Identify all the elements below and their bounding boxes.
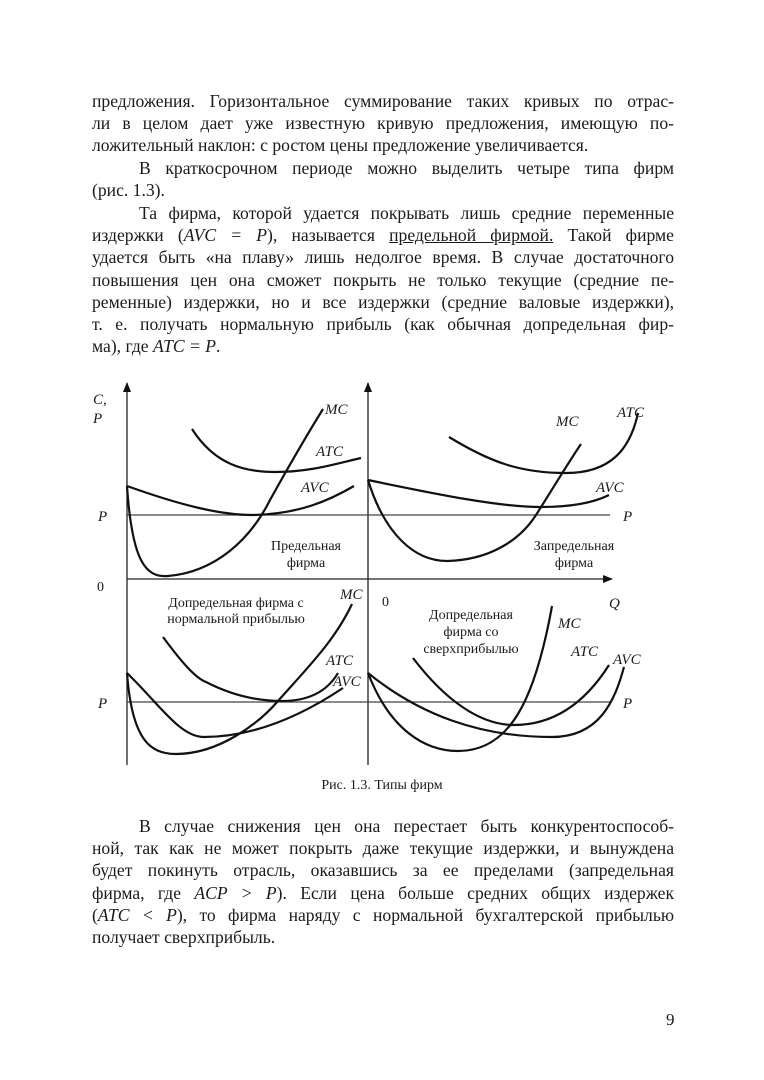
tr-atc-curve — [449, 413, 638, 473]
text-segment: ), называется — [267, 225, 390, 246]
figure-caption: Рис. 1.3. Типы фирм — [321, 778, 443, 793]
text-segment: ложительный наклон: с ростом цены предложение увеличивается. — [92, 135, 589, 156]
text-segment: удается быть «на плаву» лишь недолгое время. В случае достаточного — [92, 247, 674, 268]
formula: AVC = P — [183, 225, 268, 246]
br-title-2: фирма со — [443, 625, 499, 640]
text-line — [92, 837, 674, 859]
tr-mc-label: MC — [556, 414, 579, 430]
tl-atc-label: ATC — [316, 444, 343, 460]
text-line — [92, 926, 674, 948]
tr-atc-label: ATC — [617, 405, 644, 421]
bl-title-1: Допредельная фирма с — [168, 596, 304, 611]
bl-mc-label: MC — [340, 587, 363, 603]
text-segment: В случае снижения цен она перестает быть конкурентоспособ- — [139, 816, 674, 836]
bl-title-2: нормальной прибылью — [167, 612, 305, 627]
text-line — [92, 904, 674, 926]
text-segment: ( — [92, 904, 98, 925]
text-segment: будет покинуть отрасль, оказавшись за ее пределами (запредельная — [92, 860, 674, 881]
text-segment: . — [216, 336, 221, 357]
text-line — [92, 815, 674, 837]
text-segment: фирма, где — [92, 882, 195, 903]
text-segment: т. е. получать нормальную прибыль (как обычная допредельная фир- — [92, 314, 674, 335]
bl-atc-curve — [163, 637, 338, 701]
br-title-1: Допредельная — [429, 608, 513, 623]
origin-label-middle: 0 — [382, 595, 389, 610]
price-label-tr: P — [623, 509, 633, 525]
tl-mc-label: MC — [325, 402, 348, 418]
axis-label-c: C, — [93, 392, 107, 408]
text-segment: ременные) издержки, но и все издержки (средние валовые издержки), — [92, 291, 674, 312]
text-segment: повышения цен она сможет покрыть не только текущие (средние пе- — [92, 269, 674, 290]
tl-title-1: Предельная — [271, 539, 341, 554]
tr-title-2: фирма — [554, 556, 594, 571]
br-title-3: сверхприбылью — [423, 642, 519, 657]
br-atc-curve — [413, 658, 609, 725]
price-label-br: P — [623, 696, 633, 712]
tr-avc-curve — [368, 480, 609, 507]
text-segment: ли в целом дает уже известную кривую предложения, имеющую по- — [92, 113, 674, 134]
bl-avc-curve — [127, 673, 343, 737]
origin-label-left: 0 — [97, 580, 104, 595]
br-mc-label: MC — [558, 616, 581, 632]
text-segment: издержки ( — [92, 225, 184, 246]
text-segment: В краткосрочном периоде можно выделить четыре типа фирм — [139, 157, 674, 178]
text-segment: Такой фирме — [553, 225, 674, 246]
bl-avc-label: AVC — [333, 674, 361, 690]
paragraph-price-decrease — [92, 815, 674, 948]
text-segment: (рис. 1.3). — [92, 179, 165, 200]
text-segment: ). Если цена больше средних общих издержек — [276, 882, 674, 903]
tl-avc-label: AVC — [301, 480, 329, 496]
tr-title-1: Запредельная — [533, 539, 615, 554]
text-line — [92, 882, 674, 904]
text-segment: получает сверхприбыль. — [92, 927, 276, 948]
text-segment: Та фирма, которой удается покрывать лишь средние переменные — [139, 203, 674, 223]
price-label-tl: P — [98, 509, 108, 525]
text-segment: ), то фирма наряду с нормальной бухгалтерской прибылью — [176, 904, 675, 925]
text-line — [92, 859, 674, 881]
price-label-bl: P — [98, 696, 108, 712]
formula: ACP > P — [194, 882, 277, 903]
tr-avc-label: AVC — [596, 480, 624, 496]
underlined-term: предельной фирмой. — [389, 225, 554, 246]
axis-label-q: Q — [609, 596, 620, 612]
br-atc-label: ATC — [571, 644, 598, 660]
bl-atc-label: ATC — [326, 653, 353, 669]
text-segment: ной, так как не может покрыть даже текущие издержки, и вынуждена — [92, 838, 674, 859]
axis-label-p: P — [93, 411, 103, 427]
page-number: 9 — [666, 1010, 675, 1029]
text-segment: ма), где — [92, 336, 153, 357]
br-avc-label: AVC — [613, 652, 641, 668]
text-segment: предложения. Горизонтальное суммирование таких кривых по отрас- — [92, 91, 674, 111]
tl-title-2: фирма — [286, 556, 326, 571]
formula: ATC < P — [97, 904, 177, 925]
formula: ATC = P — [152, 336, 217, 357]
